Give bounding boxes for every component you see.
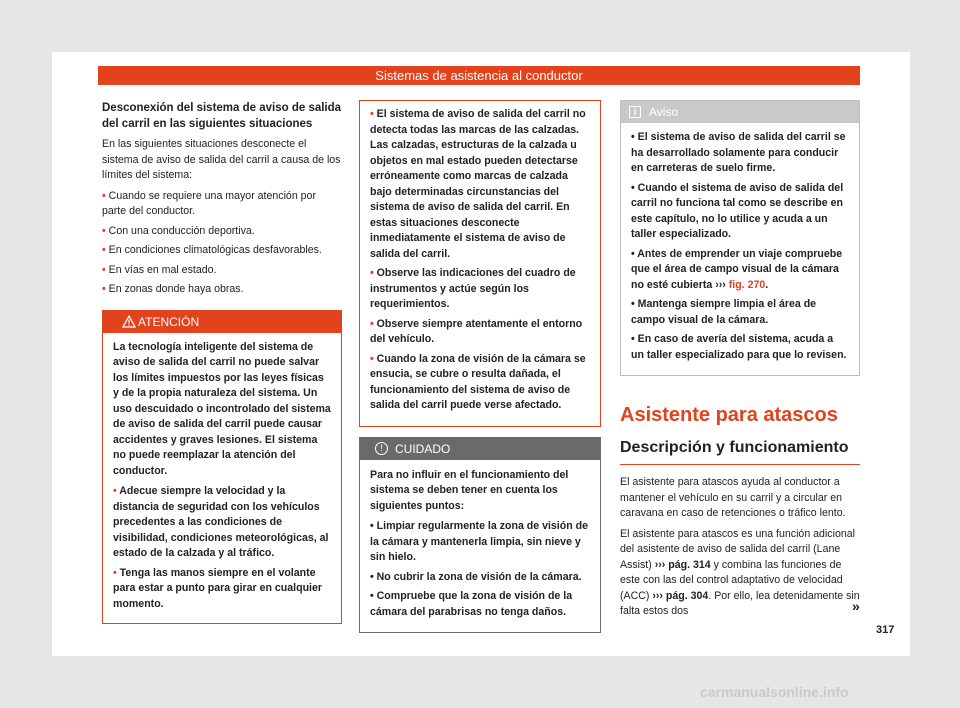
- list-item: • Cuando la zona de visión de la cámara se ensucia, se cubre o resulta dañada, el funcionamiento del sistema de aviso de salida del carril puede verse afectado.: [370, 352, 586, 411]
- page-link[interactable]: ››› pág. 314: [654, 558, 711, 571]
- warning-box: [102, 310, 342, 625]
- warning-triangle-icon: [122, 315, 136, 328]
- list-item: • En vías en mal estado.: [102, 263, 217, 276]
- list-item: • Mantenga siempre limpia el área de campo visual de la cámara.: [631, 298, 817, 326]
- page-number: 317: [876, 624, 895, 636]
- figure-link[interactable]: fig. 270: [728, 278, 766, 291]
- list-item: • Con una conducción deportiva.: [102, 224, 255, 237]
- caution-box: [359, 437, 601, 634]
- section-heading: Desconexión del sistema de aviso de salida del carril en las siguientes situaciones: [102, 102, 342, 130]
- warning-box-continued: [359, 100, 601, 427]
- note-body: [621, 123, 859, 375]
- column-1: [102, 100, 342, 624]
- list-item: • No cubrir la zona de visión de la cámara.: [370, 570, 582, 583]
- list-item: • Observe siempre atentamente el entorno del vehículo.: [370, 317, 583, 345]
- exclamation-circle-icon: !: [375, 442, 388, 455]
- list-item: • Cuando el sistema de aviso de salida del carril no funciona tal como se describe en este capítulo, no lo utilice y acuda a un taller especializado.: [631, 181, 844, 240]
- info-icon: i: [629, 106, 641, 118]
- list-item: • Observe las indicaciones del cuadro de instrumentos y actúe según los requerimientos.: [370, 267, 576, 310]
- warning-header: ATENCIÓN: [103, 311, 341, 333]
- list-item: • En condiciones climatológicas desfavorables.: [102, 244, 322, 256]
- paragraph: El asistente para atascos ayuda al conductor a mantener el vehículo en su carril y a circular en caravana en caso de retenciones o tráfico lento.: [620, 476, 846, 519]
- subsection-title: Descripción y funcionamiento: [620, 438, 860, 465]
- column-2: [359, 100, 601, 633]
- list-item: • Antes de emprender un viaje compruebe que el área de campo visual de la cámara no esté cubierta ››› fig. 270.: [631, 247, 843, 291]
- list-item: • Adecue siempre la velocidad y la distancia de seguridad con los vehículos precedentes a las condiciones de visibilidad, condiciones meteorológicas, al estado de la calzada y al tráfico.: [113, 485, 329, 559]
- list-item: • En zonas donde haya obras.: [102, 283, 244, 295]
- section-title: Asistente para atascos: [620, 404, 838, 426]
- watermark: carmanualsonline.info: [700, 684, 849, 700]
- list-item: • El sistema de aviso de salida del carril se ha desarrollado solamente para conducir en carreteras de suelo firme.: [631, 131, 846, 174]
- caution-body: Para no influir en el funcionamiento del sistema se deben tener en cuenta los siguientes puntos: • Limpiar regularmente la zona de visión de la cámara y mantenerla limpia, sin nieve y sin hielo. • No cubrir la zona de visión de la cámara. • Compruebe que la zona de visión de la cámara del parabrisas no tenga daños.: [360, 460, 600, 633]
- list-item: • El sistema de aviso de salida del carril no detecta todas las marcas de las calzadas. Las calzadas, estructuras de la calzada u objetos en mal estado pueden detectarse erróneamente como marcas de calzada bajo determinadas circunstancias del sistema de aviso de salida del carril. En estas situaciones desconecte inmediatamente el sistema de aviso de salida del carril.: [370, 108, 586, 260]
- continue-marker: »: [852, 598, 860, 614]
- list-item: • Cuando se requiere una mayor atención por parte del conductor.: [102, 189, 316, 217]
- list-item: • Limpiar regularmente la zona de visión de la cámara y mantenerla limpia, sin nieve y sin hielo.: [370, 520, 588, 563]
- list-item: • En caso de avería del sistema, acuda a un taller especializado para que lo revisen.: [631, 333, 847, 361]
- note-box: [620, 100, 860, 376]
- column-3: [620, 100, 860, 625]
- note-header: i Aviso: [621, 101, 859, 123]
- caution-header: ! CUIDADO: [360, 438, 600, 460]
- page-header: Sistemas de asistencia al conductor: [98, 66, 860, 85]
- list-item: • Tenga las manos siempre en el volante para estar a punto para girar en cualquier momento.: [113, 566, 322, 610]
- warning-body: La tecnología inteligente del sistema de aviso de salida del carril no puede salvar los límites impuestos por las leyes físicas y de la propia naturaleza del sistema. Un uso descuidado o incontrolado del sistema de aviso de salida del carril puede causar accidentes y graves lesiones. El sistema no puede reemplazar la atención del conductor. • Adecue siempre la velocidad y la distancia de seguridad con los vehículos precedentes a las condiciones de visibilidad, condiciones meteorológicas, al estado de la calzada y al tráfico. • Tenga las manos siempre en el volante para estar a punto para girar en cualquier momento.: [103, 333, 341, 624]
- paragraph: El asistente para atascos es una función adicional del asistente de aviso de salida del carril (Lane Assist) ››› pág. 314 y combina las funciones de este con las del control adaptativo de velocidad (ACC) ››› pág. 304. Por ello, lea detenidamente sin falta estos dos: [620, 527, 860, 617]
- intro-text: En las siguientes situaciones desconecte el sistema de aviso de salida del carril a causa de los límites del sistema:: [102, 138, 341, 181]
- page-link[interactable]: ››› pág. 304: [652, 589, 709, 602]
- list-item: • Compruebe que la zona de visión de la cámara del parabrisas no tenga daños.: [370, 590, 573, 618]
